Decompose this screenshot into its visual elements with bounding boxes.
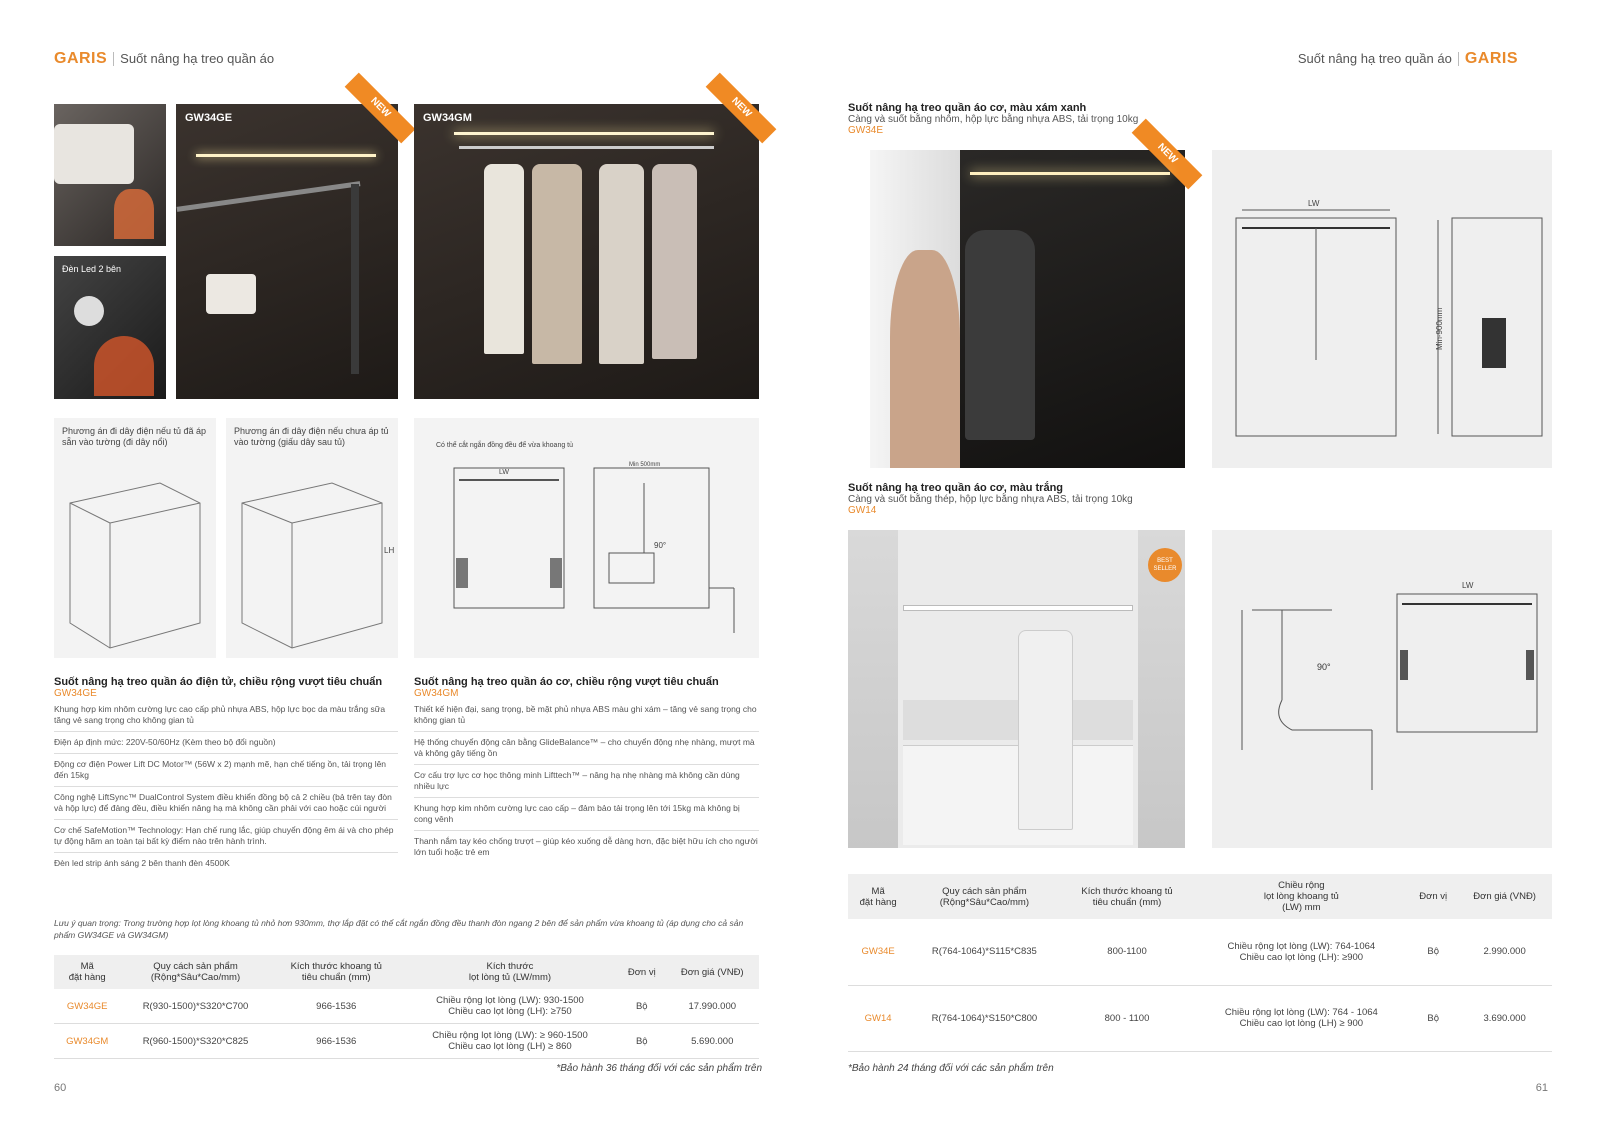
- wiring-option-1-text: Phương án đi dây điện nếu tủ đã áp sẵn vào tường (đi dây nổi): [62, 426, 207, 447]
- gw34gm-feature-4: Khung hợp kim nhôm cường lực cao cấp – đảm bảo tải trọng lên tới 15kg mà không bị cong vênh: [414, 798, 759, 831]
- row-inner: Chiều rộng lọt lòng (LW): 764 - 1064 Chiều cao lọt lòng (LH) ≥ 900: [1194, 985, 1410, 1051]
- col-header-cabinet: Kích thước khoang tủ tiêu chuẩn (mm): [271, 955, 402, 989]
- gw34gm-feature-2: Hệ thống chuyển động cân bằng GlideBalance™ – cho chuyển động nhẹ nhàng, mượt mà và không gây tiếng ồn: [414, 732, 759, 765]
- wiring-option-box-2: [226, 418, 398, 658]
- angle-label: 90°: [654, 541, 667, 550]
- right-header-subtitle: Suốt nâng hạ treo quần áo: [1297, 51, 1452, 66]
- gw34ge-feature-4: Công nghệ LiftSync™ DualControl System điều khiển đồng bộ cả 2 chiều (bả trên tay đòn và hộp lực) để đảng đều, điều khiển nâng hạ mà không cần phải với cao hoặc cúi người: [54, 787, 398, 820]
- led-closeup-photo: [54, 256, 166, 399]
- gw34gm-diagram-box: [414, 418, 759, 658]
- left-price-table: [54, 955, 759, 1059]
- important-note: Lưu ý quan trọng: Trong trường hợp lọt lòng khoang tủ nhỏ hơn 930mm, thợ lắp đặt có thể cắt ngắn đồng đều thanh đòn ngang 2 bên để sản phẩm vừa khoang tủ (áp dụng cho cả sản phẩm GW34GE và GW34GM): [54, 918, 744, 940]
- product-gw34ge-info: [54, 676, 398, 874]
- row-inner: Chiều rộng lọt lòng (LW): 764-1064 Chiều cao lọt lòng (LH): ≥900: [1194, 919, 1410, 985]
- left-header-subtitle: Suốt nâng hạ treo quần áo: [120, 51, 275, 66]
- new-badge: NEW: [345, 73, 416, 144]
- led-label: Đèn Led 2 bên: [62, 264, 122, 274]
- gw34gm-feature-5: Thanh nắm tay kéo chống trượt – giúp kéo xuống dễ dàng hơn, đặc biệt hữu ích cho người lớn tuổi hoặc trẻ em: [414, 836, 758, 857]
- gw34ge-feature-1: Khung hợp kim nhôm cường lực cao cấp phủ nhựa ABS, hộp lực bọc da màu trắng sữa tăng vẻ sang trọng cho không gian tủ: [54, 699, 398, 732]
- gw34ge-title: Suốt nâng hạ treo quần áo điện tử, chiều rộng vượt tiêu chuẩn: [54, 676, 383, 688]
- row-code: GW34E: [848, 919, 908, 985]
- gw34e-code: GW34E: [848, 125, 884, 136]
- row-unit: Bộ: [1409, 919, 1457, 985]
- new-badge-3: NEW: [1132, 119, 1203, 190]
- row-spec: R(764-1064)*S115*C835: [908, 919, 1060, 985]
- right-warranty: *Bảo hành 24 tháng đối với các sản phẩm trên: [848, 1063, 1054, 1074]
- row-cabinet: 800 - 1100: [1061, 985, 1194, 1051]
- min500-label: Min 500mm: [629, 462, 661, 468]
- gw34ge-label: GW34GE: [185, 112, 233, 124]
- left-warranty: *Bảo hành 36 tháng đối với các sản phẩm trên: [556, 1063, 762, 1074]
- gw34gm-feature-3: Cơ cấu trợ lực cơ học thông minh Lifttech™ – nâng hạ nhẹ nhàng mà không cần dùng nhiều lực: [414, 765, 759, 798]
- wiring-diagram-1: [60, 473, 210, 653]
- gw34ge-feature-3: Động cơ điện Power Lift DC Motor™ (56W x 2) mạnh mẽ, hạn chế tiếng ồn, tải trọng lên đến 15kg: [54, 754, 398, 787]
- page-number-right: 61: [1535, 1082, 1548, 1094]
- gw34ge-feature-6: Đèn led strip ánh sáng 2 bên thanh đèn 4500K: [54, 858, 230, 868]
- gw34ge-code: GW34GE: [54, 688, 97, 699]
- col-header-cabinet: Kích thước khoang tủ tiêu chuẩn (mm): [1061, 874, 1194, 919]
- gw34gm-label: GW34GM: [423, 112, 472, 124]
- table-row: [54, 989, 759, 1024]
- right-header: [1298, 50, 1518, 68]
- row-unit: Bộ: [1409, 985, 1457, 1051]
- gw34gm-code: GW34GM: [414, 688, 459, 699]
- product-gw14-heading: [848, 482, 1208, 516]
- row-price: 3.690.000: [1457, 985, 1552, 1051]
- gw34ge-feature-2: Điện áp định mức: 220V-50/60Hz (Kèm theo bộ đổi nguồn): [54, 732, 398, 754]
- wiring-option-box-1: [54, 418, 216, 658]
- col-header-inner: Chiều rộng lọt lòng khoang tủ (LW) mm: [1194, 874, 1410, 919]
- gw14-desc: Càng và suốt bằng thép, hộp lực bằng nhựa ABS, tải trọng 10kg: [848, 494, 1133, 505]
- row-code: GW34GM: [54, 1024, 120, 1059]
- col-header-code: Mã đặt hàng: [848, 874, 908, 919]
- product-gw34gm-info: [414, 676, 759, 863]
- brand-logo-right: GARIS: [1464, 50, 1518, 67]
- col-header-spec: Quy cách sản phẩm (Rộng*Sâu*Cao/mm): [908, 874, 1060, 919]
- col-header-unit: Đơn vị: [618, 955, 665, 989]
- gw34gm-feature-1: Thiết kế hiện đại, sang trọng, bề mặt phủ nhựa ABS màu ghi xám – tăng vẻ sang trọng cho không gian tủ: [414, 699, 759, 732]
- gw14-code: GW14: [848, 505, 877, 516]
- col-header-price: Đơn giá (VNĐ): [1457, 874, 1552, 919]
- gw34ge-photo: [176, 95, 398, 399]
- gw14-photo: [848, 530, 1185, 848]
- lw-label-2: LW: [1308, 199, 1320, 208]
- angle-label-2: 90°: [1317, 662, 1331, 672]
- row-inner: Chiều rộng lọt lòng (LW): 930-1500 Chiều cao lọt lòng (LH): ≥750: [402, 989, 618, 1024]
- lw-label-3: LW: [1462, 581, 1474, 590]
- col-header-spec: Quy cách sản phẩm (Rộng*Sâu*Cao/mm): [120, 955, 270, 989]
- row-spec: R(764-1064)*S150*C800: [908, 985, 1060, 1051]
- row-code: GW34GE: [54, 989, 120, 1024]
- table-row: [54, 1024, 759, 1059]
- best-seller-badge: BEST SELLER: [1148, 548, 1182, 582]
- row-cabinet: 800-1100: [1061, 919, 1194, 985]
- row-price: 17.990.000: [665, 989, 759, 1024]
- col-header-code: Mã đặt hàng: [54, 955, 120, 989]
- left-header: [54, 50, 274, 68]
- lw-label: LW: [499, 469, 509, 476]
- row-spec: R(930-1500)*S320*C700: [120, 989, 270, 1024]
- gw14-technical-drawing: [1212, 530, 1552, 848]
- gw34gm-title: Suốt nâng hạ treo quần áo cơ, chiều rộng vượt tiêu chuẩn: [414, 676, 719, 688]
- row-cabinet: 966-1536: [271, 989, 402, 1024]
- col-header-price: Đơn giá (VNĐ): [665, 955, 759, 989]
- gw34e-technical-drawing: [1212, 150, 1552, 468]
- page-number-left: 60: [54, 1082, 67, 1094]
- gw34e-lifestyle-photo: [870, 141, 1185, 468]
- gw34gm-technical-drawing: [444, 458, 744, 638]
- gw34ge-feature-5: Cơ chế SafeMotion™ Technology: Hạn chế rung lắc, giúp chuyển động êm ái và cho phép tự động hãm an toàn tại bất kỳ điểm nào trên hành trình.: [54, 820, 398, 853]
- gw34e-desc: Càng và suốt bằng nhôm, hộp lực bằng nhựa ABS, tải trọng 10kg: [848, 114, 1139, 125]
- row-spec: R(960-1500)*S320*C825: [120, 1024, 270, 1059]
- diagram-note: Có thể cắt ngắn đồng đều để vừa khoang tủ: [436, 442, 574, 449]
- lh-label: LH: [384, 546, 395, 555]
- table-row: [848, 919, 1552, 985]
- row-unit: Bộ: [618, 989, 665, 1024]
- gw34gm-photo: [414, 95, 759, 399]
- product-closeup-photo: [54, 104, 166, 246]
- row-cabinet: 966-1536: [271, 1024, 402, 1059]
- wiring-option-2-text: Phương án đi dây điện nếu chưa áp tủ vào tường (giấu dây sau tủ): [234, 426, 389, 447]
- row-price: 2.990.000: [1457, 919, 1552, 985]
- wiring-diagram-2: [232, 473, 395, 653]
- right-price-table: [848, 874, 1552, 1052]
- row-inner: Chiều rộng lọt lòng (LW): ≥ 960-1500 Chiều cao lọt lòng (LH) ≥ 860: [402, 1024, 618, 1059]
- brand-logo: GARIS: [54, 50, 108, 67]
- new-badge-2: NEW: [706, 73, 777, 144]
- gw14-title: Suốt nâng hạ treo quần áo cơ, màu trắng: [848, 482, 1064, 494]
- col-header-unit: Đơn vị: [1409, 874, 1457, 919]
- row-code: GW14: [848, 985, 908, 1051]
- row-unit: Bộ: [618, 1024, 665, 1059]
- row-price: 5.690.000: [665, 1024, 759, 1059]
- table-row: [848, 985, 1552, 1051]
- col-header-inner: Kích thước lọt lòng tủ (LW/mm): [402, 955, 618, 989]
- min900-label: Min-900mm: [1435, 307, 1444, 350]
- gw34e-title: Suốt nâng hạ treo quần áo cơ, màu xám xanh: [848, 102, 1087, 114]
